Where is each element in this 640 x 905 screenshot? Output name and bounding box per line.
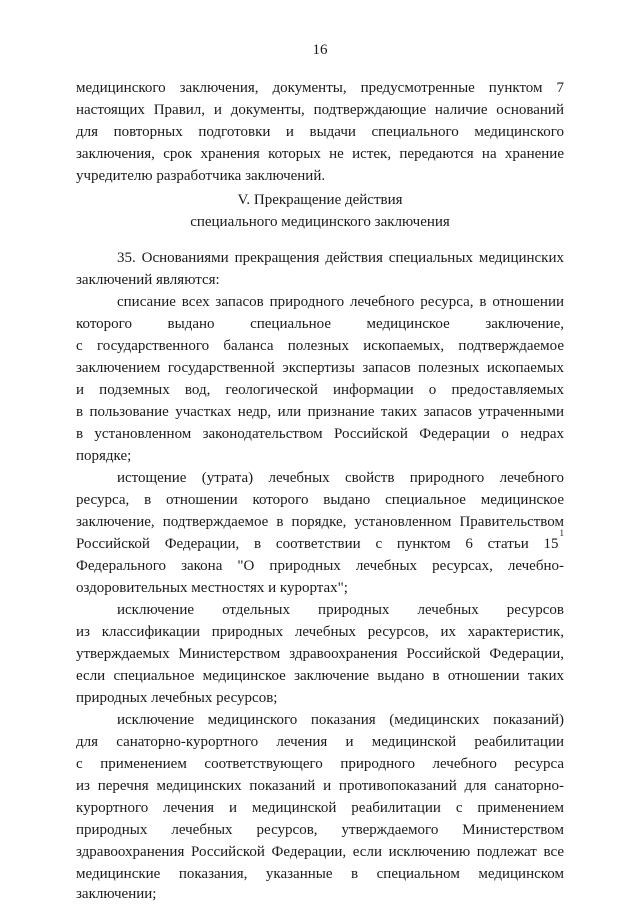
text-line: утверждаемых Министерством здравоохранения Российской Федерации, xyxy=(76,646,564,662)
text-line: ресурса, в отношении которого выдано специальное медицинское xyxy=(76,492,564,508)
text-line: которого выдано специальное медицинское заключение, xyxy=(76,316,564,332)
text-line: медицинского заключения, документы, предусмотренные пунктом 7 xyxy=(76,80,564,96)
text-line: природных лечебных ресурсов, утверждаемого Министерством xyxy=(76,822,564,838)
text-line: Российской Федерации, в соответствии с пунктом 6 статьи 15 xyxy=(76,536,559,552)
text-line: настоящих Правил, и документы, подтверждающие наличие оснований xyxy=(76,102,564,118)
text-line: учредителю разработчика заключений. xyxy=(76,168,326,184)
text-line: медицинские показания, указанные в специальном медицинском xyxy=(76,866,564,882)
text-line: с применением соответствующего природного лечебного ресурса xyxy=(76,756,564,772)
text-line: для санаторно-курортного лечения и медицинской реабилитации xyxy=(76,734,564,750)
text-line: если специальное медицинское заключение выдано в отношении таких xyxy=(76,668,564,684)
text-line: в установленном законодательством Российской Федерации о недрах xyxy=(76,426,564,442)
text-line: из перечня медицинских показаний и противопоказаний для санаторно- xyxy=(76,778,564,794)
heading-line: V. Прекращение действия xyxy=(237,192,403,208)
text-line: заключение, подтверждаемое в порядке, установленном Правительством xyxy=(76,514,564,530)
text-line: заключения, срок хранения которых не истек, передаются на хранение xyxy=(76,146,564,162)
text-line: курортного лечения и медицинской реабилитации с применением xyxy=(76,800,564,816)
text-line: заключением государственной экспертизы запасов полезных ископаемых xyxy=(76,360,564,376)
text-line: из классификации природных лечебных ресурсов, их характеристик, xyxy=(76,624,564,640)
text-line: порядке; xyxy=(76,448,132,464)
text-line: природных лечебных ресурсов; xyxy=(76,690,278,706)
text-line: в пользование участках недр, или признание таких запасов утраченными xyxy=(76,404,564,420)
text-line: 35. Основаниями прекращения действия специальных медицинских xyxy=(117,250,564,266)
text-line: здравоохранения Российской Федерации, если исключению подлежат все xyxy=(76,844,564,860)
text-line: для повторных подготовки и выдачи специального медицинского xyxy=(76,124,564,140)
text-line: заключении; xyxy=(76,886,157,902)
text-line: Федерального закона "О природных лечебных ресурсах, лечебно- xyxy=(76,558,564,574)
superscript-number: 1 xyxy=(559,528,564,538)
text-line-with-superscript xyxy=(76,528,564,555)
text-line: истощение (утрата) лечебных свойств природного лечебного xyxy=(117,470,564,486)
text-line: с государственного баланса полезных ископаемых, подтверждаемое xyxy=(76,338,564,354)
text-line: списание всех запасов природного лечебного ресурса, в отношении xyxy=(117,294,564,310)
text-line: исключение отдельных природных лечебных ресурсов xyxy=(117,602,564,618)
text-line: оздоровительных местностях и курортах"; xyxy=(76,580,348,596)
text-line: исключение медицинского показания (медицинских показаний) xyxy=(117,712,564,728)
page-number: 16 xyxy=(312,42,328,58)
heading-line: специального медицинского заключения xyxy=(190,214,450,230)
text-line: и подземных вод, геологической информации о предоставляемых xyxy=(76,382,564,398)
text-line: заключений являются: xyxy=(76,272,220,288)
